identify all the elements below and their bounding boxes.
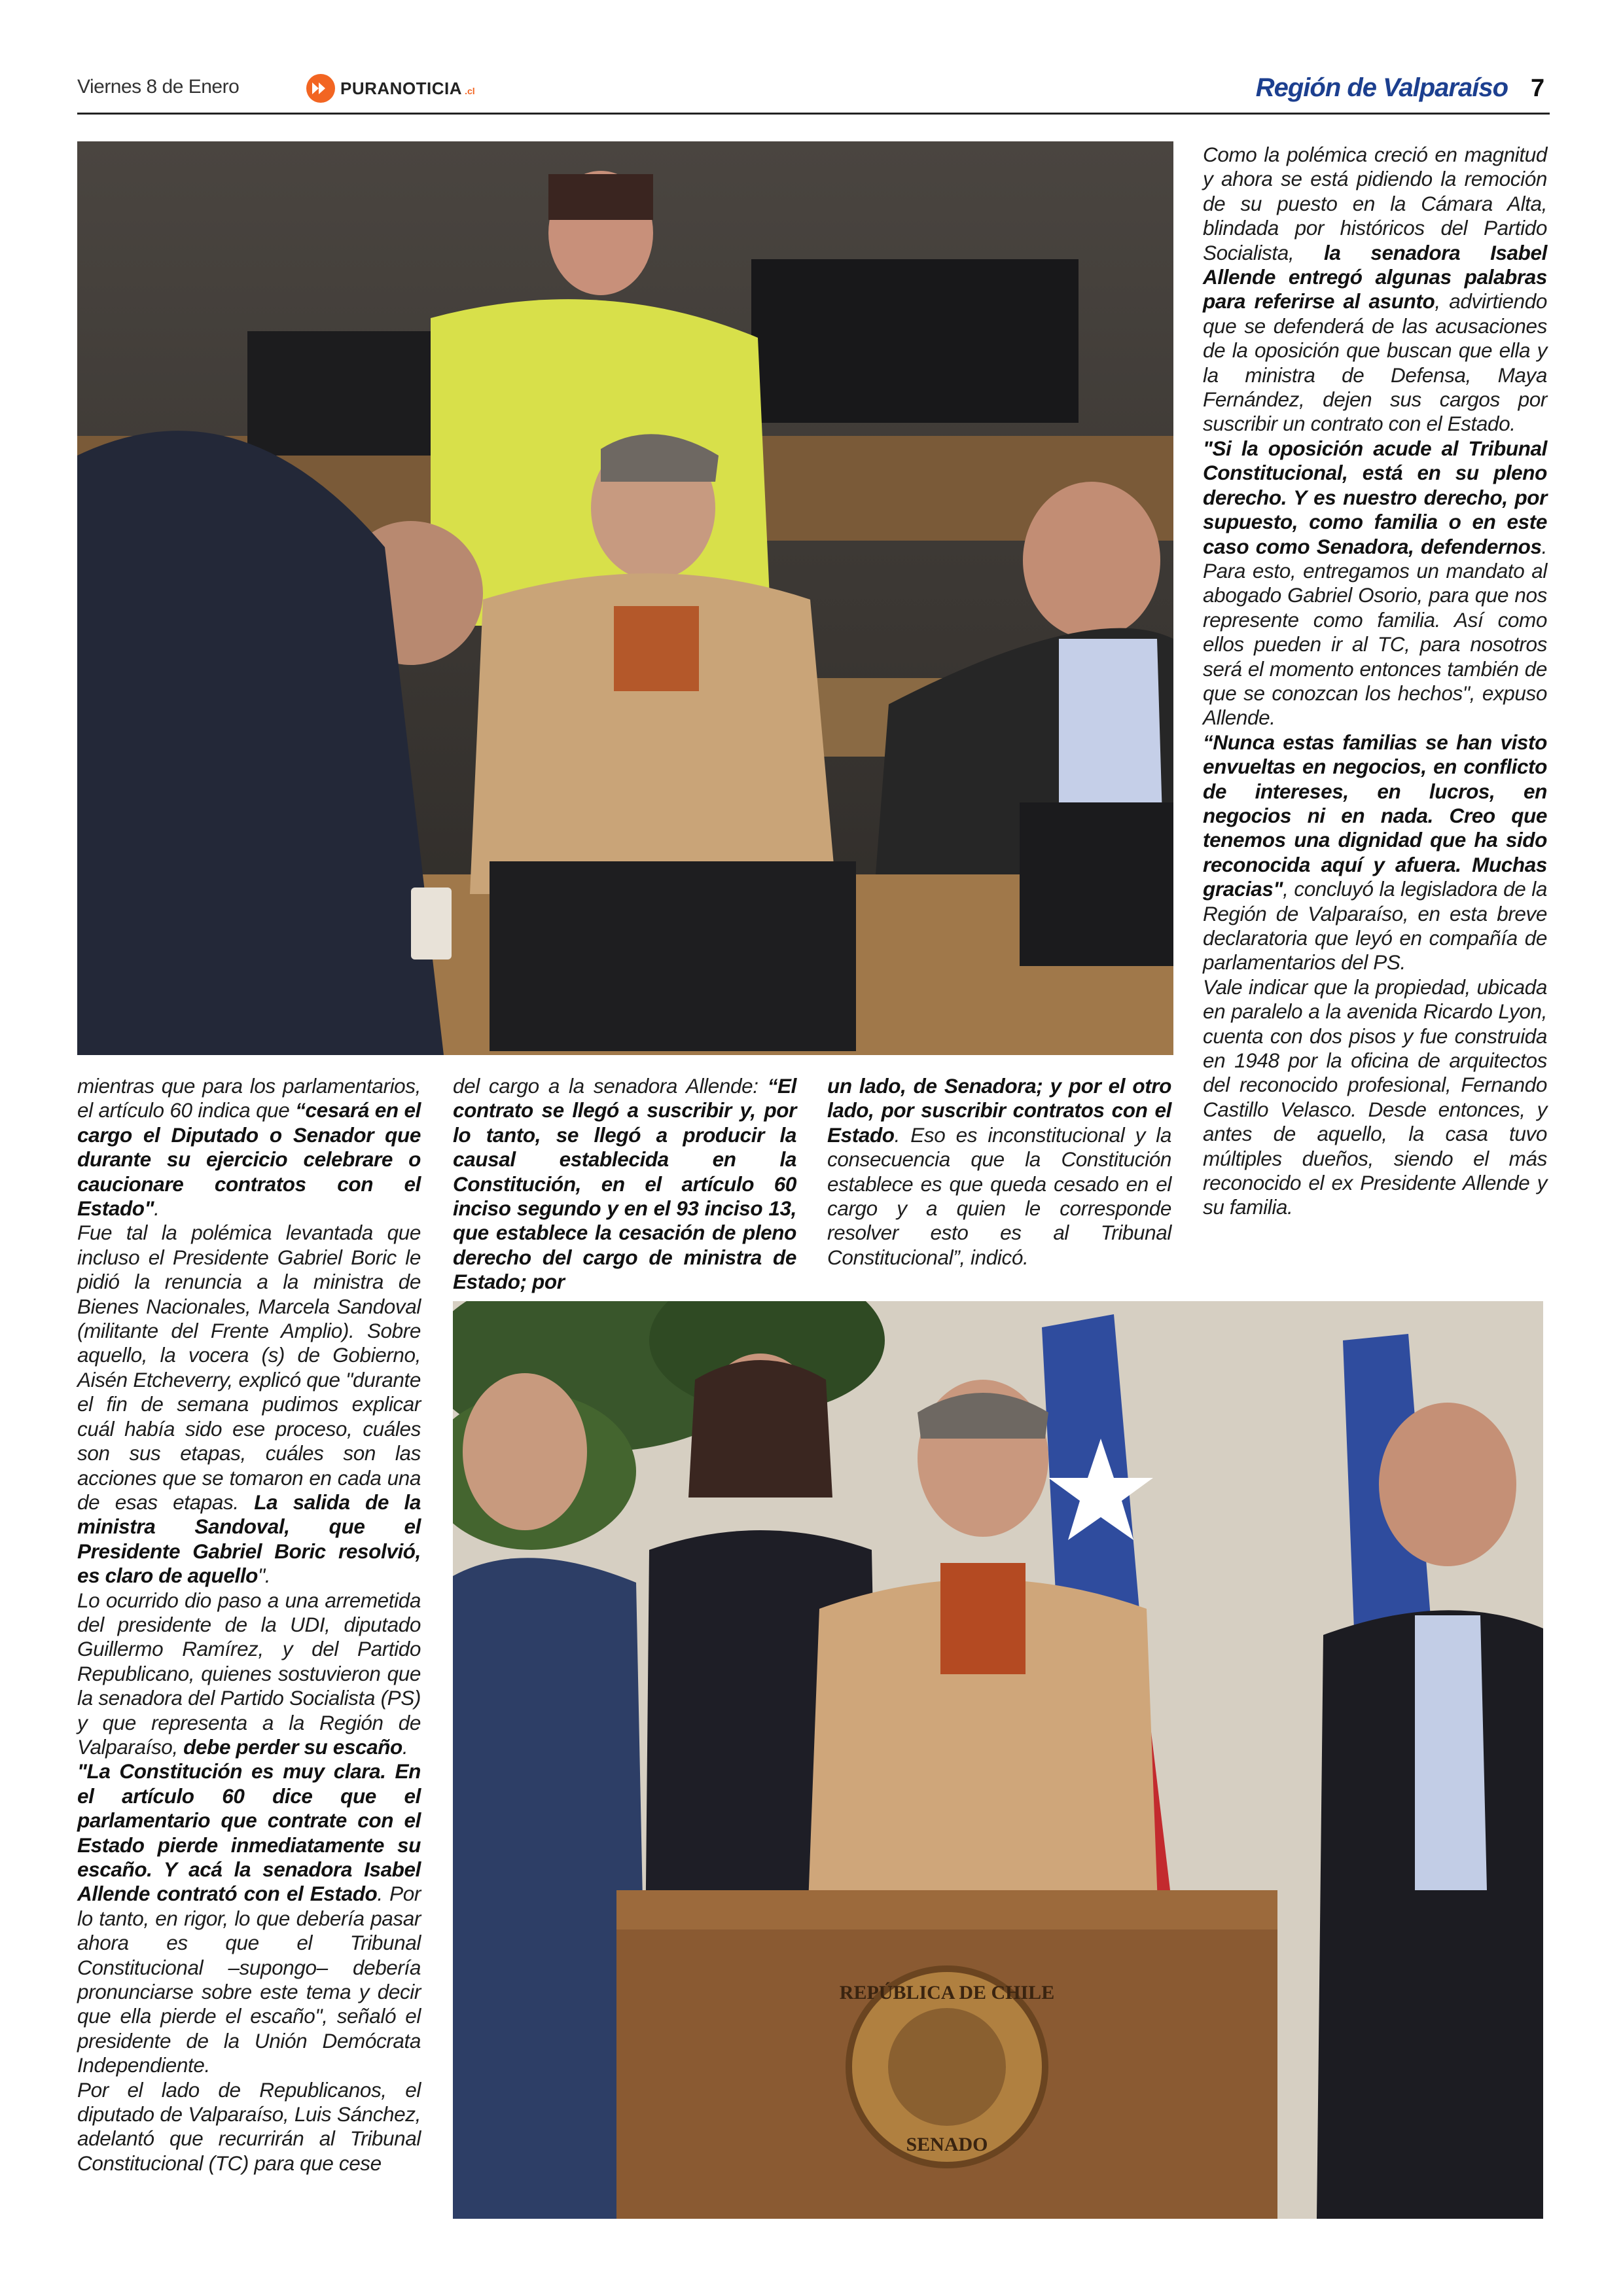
article-text: del cargo a la senadora Allende: (453, 1074, 768, 1098)
article-column-4 (1203, 143, 1547, 1220)
podium-seal-text-top: REPÚBLICA DE CHILE (839, 1982, 1055, 2003)
article-paragraph (1203, 730, 1547, 975)
podium-seal-text-bottom: SENADO (906, 2134, 988, 2155)
article-text: Vale indicar que la propiedad, ubicada en paralelo a la avenida Ricardo Lyon, cuenta con dos pisos y fue construida en 1948 por la oficina de arquitectos del reconocido profesional, Fernando Castillo Velasco. Desde entonces, y antes de aquello, la casa tuvo múltiples dueños, siendo el más reconocido el ex Presidente Allende y su familia. (1203, 975, 1547, 1219)
logo-suffix: .cl (465, 86, 475, 96)
article-bold-text: La salida de la ministra Sandoval, que el Presidente Gabriel Boric resolvió, es claro de aquello (77, 1490, 421, 1588)
article-bold-text: “El contrato se llegó a suscribir y, por lo tanto, se llegó a producir la causal establecida en la Constitución, en el artículo 60 inciso segundo y en el 93 inciso 13, que establece la cesación de pleno derecho del cargo de ministra de Estado; por (453, 1074, 796, 1294)
article-paragraph (77, 1588, 421, 1760)
article-column-2 (453, 1074, 796, 1295)
page-number: 7 (1531, 75, 1545, 102)
bottom-photo-press-conference (453, 1301, 1543, 2219)
article-text: mientras que para los parlamentarios, el artículo 60 indica que (77, 1074, 421, 1122)
article-bold-text: “Nunca estas familias se han visto envueltas en negocios, en conflicto de intereses, en lucros, en negocios ni en nada. Creo que tenemos una dignidad que ha sido reconocida aquí y afuera. Muchas gracias" (1203, 730, 1547, 901)
article-text: Fue tal la polémica levantada que incluso el Presidente Gabriel Boric le pidió la renuncia a la ministra de Bienes Nacionales, Marcela Sandoval (militante del Frente Amplio). Sobre aquello, la vocera (s) de Gobierno, Aisén Etcheverry, explicó que "durante el fin de semana pudimos explicar cuál había sido ese proceso, cuáles son sus etapas, cuáles son las acciones que se tomaron en cada una de esas etapas. (77, 1221, 421, 1514)
article-text: , concluyó la legisladora de la Región de Valparaíso, en esta breve declaratoria que leyó en compañía de parlamentarios del PS. (1203, 877, 1547, 975)
article-column-3 (827, 1074, 1171, 1270)
article-text: . (154, 1196, 160, 1221)
article-paragraph (77, 2078, 421, 2176)
article-text: Por el lado de Republicanos, el diputado de Valparaíso, Luis Sánchez, adelantó que recurrirán al Tribunal Constitucional (TC) para que cese (77, 2077, 421, 2175)
article-bold-text: la senadora Isabel Allende entregó algunas palabras para referirse al asunto (1203, 240, 1547, 314)
article-paragraph (1203, 143, 1547, 437)
header-rule (77, 113, 1550, 115)
article-paragraph (1203, 437, 1547, 730)
logo-text: PURANOTICIA (340, 78, 463, 98)
article-text: Lo ocurrido dio paso a una arremetida del presidente de la UDI, diputado Guillermo Ramírez, y del Partido Republicano, quienes sostuvieron que la senadora del Partido Socialista (PS) y que representa a la Región de Valparaíso, (77, 1588, 421, 1759)
article-text: . Eso es inconstitucional y la consecuencia que la Constitución establece es que queda cesado en el cargo y a quien le corresponde resolver esto es al Tribunal Constitucional”, indicó. (827, 1122, 1171, 1269)
article-text: ". (258, 1564, 271, 1588)
article-text: . Por lo tanto, en rigor, lo que debería pasar ahora es que el Tribunal Constitucional –supongo– debería pronunciarse sobre este tema y decir que ella pierde el escaño", señaló el presidente de la Unión Demócrata Independiente. (77, 1882, 421, 2077)
section-title: Región de Valparaíso (1255, 73, 1508, 102)
article-paragraph (453, 1074, 796, 1295)
logo-arrows-icon (306, 74, 335, 103)
article-paragraph (827, 1074, 1171, 1270)
article-column-1 (77, 1074, 421, 2176)
article-text: , advirtiendo que se defenderá de las acusaciones de la oposición que buscan que ella y la ministra de Defensa, Maya Fernández, dejen sus cargos por suscribir un contrato con el Estado. (1203, 289, 1548, 436)
article-paragraph (77, 1074, 421, 1221)
article-bold-text: debe perder su escaño (183, 1734, 402, 1759)
header-date: Viernes 8 de Enero (77, 76, 240, 98)
article-paragraph (77, 1221, 421, 1588)
top-photo-senate-chamber (77, 141, 1173, 1055)
article-paragraph (1203, 975, 1547, 1220)
article-text: Como la polémica creció en magnitud y ahora se está pidiendo la remoción de su puesto en la Cámara Alta, blindada por históricos del Partido Socialista, (1203, 143, 1547, 264)
article-bold-text: "Si la oposición acude al Tribunal Constitucional, está en su pleno derecho. Y es nuestro derecho, por supuesto, como familia o en este caso como Senadora, defendernos (1203, 436, 1547, 558)
article-text: . (402, 1734, 408, 1759)
publication-logo (306, 73, 475, 103)
article-paragraph (77, 1759, 421, 2077)
article-bold-text: "La Constitución es muy clara. En el artículo 60 dice que el parlamentario que contrate con el Estado pierde inmediatamente su escaño. Y acá la senadora Isabel Allende contrató con el Estado (77, 1759, 421, 1906)
article-bold-text: un lado, de Senadora; y por el otro lado, por suscribir contratos con el Estado (827, 1074, 1171, 1147)
article-text: . Para esto, entregamos un mandato al abogado Gabriel Osorio, para que nos represente como familia. Así como ellos pueden ir al TC, para nosotros será el momento entonces también de que se conozcan los hechos", expuso Allende. (1203, 534, 1547, 730)
article-bold-text: “cesará en el cargo el Diputado o Senador que durante su ejercicio celebrare o caucionare contratos con el Estado" (77, 1098, 421, 1221)
